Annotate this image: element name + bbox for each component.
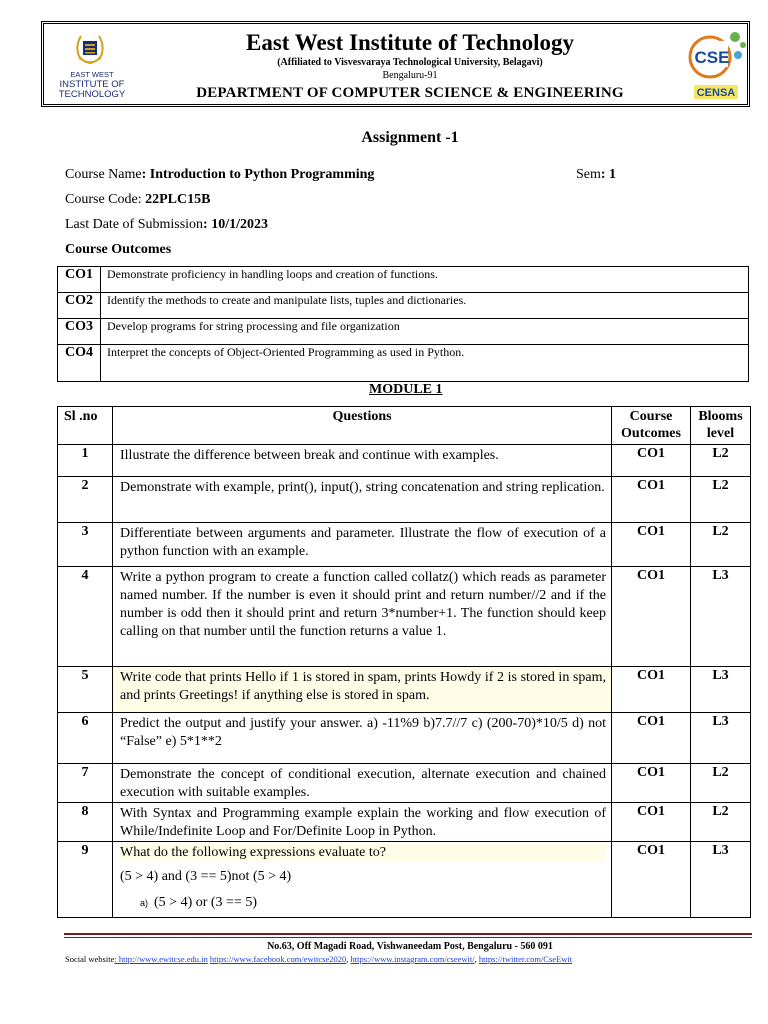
question-co: CO1 [612, 523, 691, 567]
question-row [58, 477, 751, 523]
institute-affiliation: (Affiliated to Visvesvaraya Technological University, Belagavi) [277, 57, 543, 68]
question-row [58, 713, 751, 764]
question-row [58, 764, 751, 803]
question-co: CO1 [612, 567, 691, 667]
facebook-link[interactable]: https://www.facebook.com/ewitcse2020 [209, 954, 347, 964]
question-blooms: L3 [691, 713, 751, 764]
question-blooms: L2 [691, 445, 751, 477]
header-blooms-level: Blooms level [691, 407, 751, 445]
twitter-link[interactable]: https://twitter.com/CseEwit [478, 954, 573, 964]
question-text: Illustrate the difference between break and continue with examples. [113, 445, 612, 477]
question-co: CO1 [612, 477, 691, 523]
sem-value: : 1 [600, 167, 617, 182]
question-text-line2: (5 > 4) and (3 == 5)not (5 > 4) [120, 869, 292, 884]
question-blooms: L2 [691, 803, 751, 842]
question-row [58, 803, 751, 842]
instagram-link[interactable]: https://www.instagram.com/cseewit/ [350, 954, 475, 964]
question-blooms: L3 [691, 667, 751, 713]
last-date-line [65, 217, 268, 233]
outcome-text: Interpret the concepts of Object-Oriented Programming as used in Python. [101, 345, 749, 382]
question-subitem [120, 894, 606, 912]
question-text: Write a python program to create a function called collatz() which reads as parameter named number. If the number is even it should print and return number//2 and if the number is odd then it should print and return 3*number+1. The function should keep calling on that number until the function returns a value 1. [113, 567, 612, 667]
sem-line [576, 167, 616, 183]
course-code-value: 22PLC15B [145, 192, 211, 207]
department-title: DEPARTMENT OF COMPUTER SCIENCE & ENGINEERING [196, 85, 624, 101]
outcome-code: CO1 [58, 267, 101, 293]
cse-censa-logo [680, 27, 750, 103]
table-header-row [58, 407, 751, 445]
institute-city: Bengaluru-91 [382, 70, 438, 81]
outcome-code: CO3 [58, 319, 101, 345]
question-text: Differentiate between arguments and parameter. Illustrate the flow of execution of a python function with an example. [113, 523, 612, 567]
question-number: 7 [58, 764, 113, 803]
social-label: Social website [65, 954, 115, 964]
question-co: CO1 [612, 445, 691, 477]
question-number: 6 [58, 713, 113, 764]
outcome-text: Identify the methods to create and manipulate lists, tuples and dictionaries. [101, 293, 749, 319]
outcome-row [58, 267, 749, 293]
header-course-outcomes: Course Outcomes [612, 407, 691, 445]
course-code-label: Course Code: [65, 192, 146, 207]
question-text: Predict the output and justify your answer. a) -11%9 b)7.7//7 c) (200-70)*10/5 d) not “False” e) 5*1**2 [113, 713, 612, 764]
outcome-row [58, 319, 749, 345]
footer-address: No.63, Off Magadi Road, Vishwaneedam Post, Bengaluru - 560 091 [267, 941, 553, 952]
subitem-label: a) [140, 898, 149, 908]
question-co: CO1 [612, 713, 691, 764]
outcome-row [58, 345, 749, 382]
question-text: Write code that prints Hello if 1 is stored in spam, prints Howdy if 2 is stored in spam, and prints Greetings! if anything else is stored in spam. [113, 667, 612, 713]
question-row [58, 445, 751, 477]
logo-text-1: EAST WEST [70, 70, 114, 79]
course-outcomes-heading: Course Outcomes [65, 242, 172, 257]
module-title: MODULE 1 [369, 382, 443, 397]
question-number: 2 [58, 477, 113, 523]
institute-title: East West Institute of Technology [245, 30, 574, 55]
question-row [58, 842, 751, 918]
footer-divider-thin [64, 937, 752, 938]
question-row [58, 667, 751, 713]
header-questions: Questions [113, 407, 612, 445]
outcome-code: CO4 [58, 345, 101, 382]
question-number: 1 [58, 445, 113, 477]
question-number: 8 [58, 803, 113, 842]
outcome-code: CO2 [58, 293, 101, 319]
outcome-row [58, 293, 749, 319]
institute-emblem-icon [73, 32, 107, 66]
question-number: 5 [58, 667, 113, 713]
course-name-value: : Introduction to Python Programming [141, 167, 375, 182]
website-link[interactable]: : http://www.ewitcse.edu.in [114, 954, 208, 964]
last-date-value: : 10/1/2023 [203, 217, 268, 232]
question-co: CO1 [612, 764, 691, 803]
course-name-line [65, 167, 374, 183]
footer-social-links: Social website: http://www.ewitcse.edu.in https://www.facebook.com/ewitcse2020, https://www.instagram.com/cseewit/, https://twitter.com/CseEwit [65, 954, 573, 964]
question-number: 3 [58, 523, 113, 567]
question-blooms: L2 [691, 477, 751, 523]
questions-table [57, 406, 751, 918]
censa-logo-text: CENSA [696, 87, 736, 99]
outcome-text: Develop programs for string processing and file organization [101, 319, 749, 345]
cse-logo-text: CSE [694, 48, 730, 67]
last-date-label: Last Date of Submission [65, 217, 204, 232]
question-row [58, 523, 751, 567]
question-number: 9 [58, 842, 113, 918]
outcome-text: Demonstrate proficiency in handling loops and creation of functions. [101, 267, 749, 293]
question-blooms: L2 [691, 764, 751, 803]
course-code-line [65, 192, 210, 208]
question-blooms: L2 [691, 523, 751, 567]
institute-logo [47, 30, 137, 104]
header-sl: Sl .no [58, 407, 113, 445]
question-co: CO1 [612, 803, 691, 842]
logo-text-3: TECHNOLOGY [58, 89, 126, 100]
question-text: Demonstrate the concept of conditional execution, alternate execution and chained execution with suitable examples. [113, 764, 612, 803]
footer-divider [64, 933, 752, 935]
question-text [113, 842, 612, 918]
question-blooms: L3 [691, 567, 751, 667]
assignment-title: Assignment -1 [361, 129, 459, 146]
question-blooms: L3 [691, 842, 751, 918]
subitem-text: (5 > 4) or (3 == 5) [154, 895, 258, 910]
question-number: 4 [58, 567, 113, 667]
question-text-line1: What do the following expressions evaluate to? [120, 844, 606, 862]
question-row [58, 567, 751, 667]
logo-text-2: INSTITUTE OF [59, 79, 125, 90]
question-co: CO1 [612, 842, 691, 918]
question-text: With Syntax and Programming example explain the working and flow execution of While/Indefinite Loop and For/Definite Loop in Python. [113, 803, 612, 842]
sem-label: Sem [576, 167, 601, 182]
course-name-label: Course Name [65, 167, 142, 182]
question-text: Demonstrate with example, print(), input(), string concatenation and string replication. [113, 477, 612, 523]
question-co: CO1 [612, 667, 691, 713]
course-outcomes-table [57, 266, 749, 382]
